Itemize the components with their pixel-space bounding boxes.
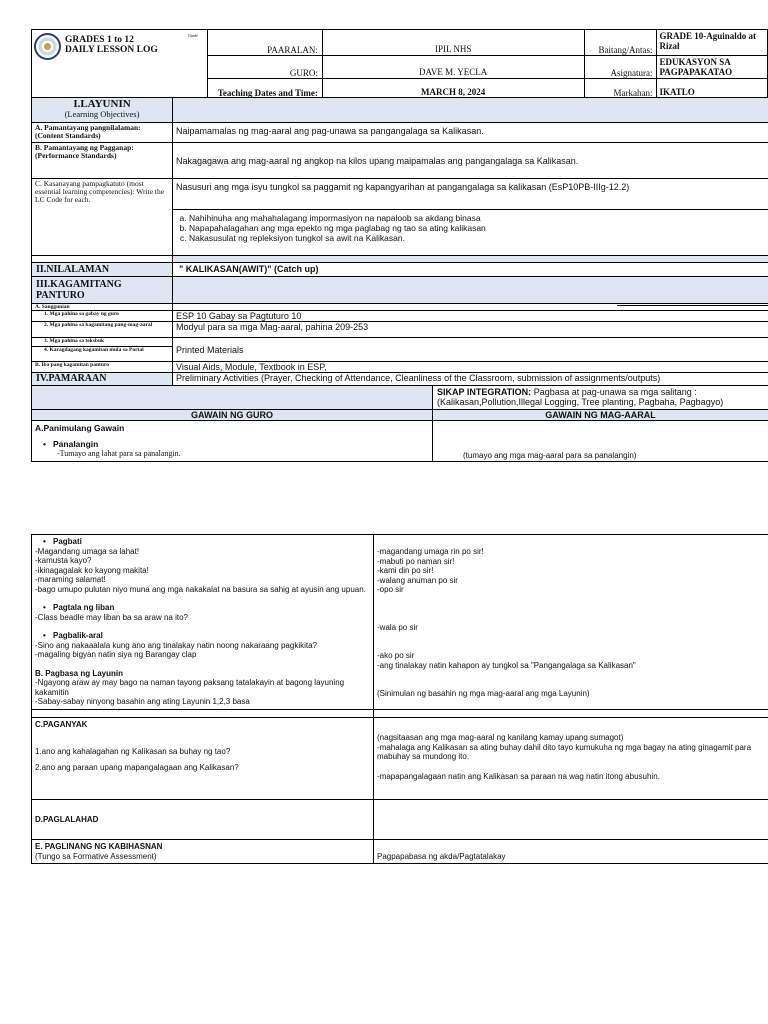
ref1-label: 1. Mga pahina sa gabay ng guro [32,311,173,322]
paganyak-mag-1: (nagsitaasan ang mga mag-aaral ng kanilang kamay upang sumagot) [377,733,624,742]
kagamitan-title: III.KAGAMITANG PANTURO [32,277,173,304]
pagtala-guro: -Class beadle may liban ba sa araw na ito? [35,612,188,622]
paganyak-mag-2: -mahalaga ang Kalikasan sa ating buhay dahil dito tayo kumukuha ng mga bagay na ating ginagamit para mabuhay sa mundong ito. [377,742,752,761]
paganyak-q2: 2.ano ang paraan upang mapangalagaan ang Kalikasan? [35,763,239,772]
sikap-blank [32,386,433,410]
procedure-table [31,534,768,864]
pagbasa-line: -Ngayong araw ay may bago na naman tayong paksang tatalakayin at bagong layuning kakamitin [35,678,345,697]
kagamitan-blank [173,277,768,304]
paglinang-sub: (Tungo sa Formative Assessment) [35,851,157,861]
panimula-title: A.Panimulang Gawain [35,423,125,433]
stray-rule [617,305,768,306]
paglinang-mag: Pagpapabasa ng akda/Pagtatalakay [374,840,768,864]
performance-standards-label: B. Pamantayang ng Pagganap: (Performance Standards) [32,143,173,179]
pagbalik-mag-line: -ang tinalakay natin kahapon ay tungkol sa "Pangangalaga sa Kalikasan" [377,660,636,670]
pagbati-line: -maraming salamat! [35,575,106,584]
pagbati-mag-line: -mabuti po naman sir! [377,556,455,566]
content-standards-text: Naipamamalas ng mag-aaral ang pag-unawa sa pangangalaga sa Kalikasan. [173,123,768,143]
spacer-cell [374,710,768,718]
pagbalik-line: -magaling bigyan natin siya ng Barangay clap [35,650,197,659]
pagbati-guro-cell [32,535,374,710]
pamaraan-text: Preliminary Activities (Prayer, Checking of Attendance, Cleanliness of the Classroom, submission of assignments/outputs) [173,373,768,386]
pagbasa-line: -Sabay-sabay ninyong basahin ang ating Layunin 1,2,3 basa [35,697,250,706]
logo-block [32,30,208,99]
paglalahad-mag [374,800,768,840]
competencies-list-cell [173,210,768,256]
performance-standards-text: Nakagagawa ang mag-aaral ng angkop na kilos upang maipamalas ang pangangalaga sa Kalikasan. [173,143,768,179]
nilalaman-title: II.NILALAMAN [32,263,173,277]
lesson-table [31,97,768,462]
dates-label: Teaching Dates and Time: [208,79,323,99]
subject-label: Asignatura: [584,56,657,79]
nilalaman-text: " KALIKASAN(AWIT)" (Catch up) [173,263,768,277]
ref3-label: 3. Mga pahina sa teksbuk [32,338,173,347]
grade-mark: Grade [188,33,198,38]
pagbati-line: -ikinagagalak ko kayong makita! [35,565,149,575]
paganyak-title: C.PAGANYAK [35,720,88,729]
pagbati-line: -bago umupo pulutan niyo muna ang mga nakakalat na basura sa sahig at ayusin ang upuan. [35,584,366,594]
grade-value: GRADE 10-Aguinaldo at Rizal [657,30,768,56]
panalangin-guro: -Tumayo ang lahat para sa panalangin. [57,449,181,458]
spacer-cell [32,710,374,718]
competencies-list [173,210,768,246]
pagbalik-mag-line: -ako po sir [377,651,415,660]
competencies-text: Nasusuri ang mga isyu tungkol sa paggamit ng kapangyarihan at pangangalaga sa kalikasan (EsP10PB-IIIg-12.2) [173,179,768,210]
competency-item: b. Napapahalagahan ang mga epekto ng mga paglabag ng tao sa ating kalikasan [189,223,765,233]
pagbati-mag-line: -magandang umaga rin po sir! [377,547,484,556]
pagtala-mag: -wala po sir [377,622,418,632]
ref1-value: ESP 10 Gabay sa Pagtuturo 10 [173,311,768,322]
sanggunian-label: A. Sanggunian [32,304,173,311]
ref2-value: Modyul para sa mga Mag-aaral, pahina 209-253 [173,322,768,338]
quarter-label: Markahan: [584,79,657,99]
pagbati-line: -kamusta kayo? [35,556,92,565]
quarter-value: IKATLO [657,79,768,99]
grade-label: Baitang/Antas: [584,30,657,56]
pagbati-mag-cell [374,535,768,710]
panimula-cell [32,421,433,462]
header-table [31,29,768,99]
teacher-value: DAVE M. YECLA [322,56,584,79]
pagbati-title: • Pagbati [35,537,370,547]
pagbasa-title: B. Pagbasa ng Layunin [35,668,124,678]
subject-value: EDUKASYON SA PAGPAPAKATAO [657,56,768,79]
school-value: IPIL NHS [322,30,584,56]
dates-value: MARCH 8, 2024 [322,79,584,99]
ref4-label: 4. Karagdagang kagamitan mula sa Portal [32,347,173,362]
sikap-label: SIKAP INTEGRATION: [437,387,532,397]
panalangin-mag: (tumayo ang mga mag-aaral para sa panalangin) [433,421,768,462]
pamaraan-title: IV.PAMARAAN [32,373,173,386]
spacer-right [173,256,768,263]
competencies-label: C. Kasanayang pampagkatuto (most essential learning competencies): Write the LC Code for each. [32,179,173,256]
pagbati-line: -Magandang umaga sa lahat! [35,546,140,556]
paglalahad-title: D.PAGLALAHAD [32,800,374,840]
competency-item: a. Nahihinuha ang mahahalagang impormasiyon na napaloob sa akdang binasa [189,213,765,223]
deped-seal-icon [34,33,61,60]
panalangin-title: • Panalangin [35,439,429,449]
paganyak-mag-3: -mapapangalagaan natin ang Kalikasan sa paraan na wag natin itong abusuhin. [377,771,660,781]
layunin-sub: (Learning Objectives) [64,109,140,119]
pagbati-mag-line: -walang anuman po sir [377,575,458,585]
layunin-title: I.LAYUNIN [73,98,131,110]
col-mag-header: GAWAIN NG MAG-AARAL [433,410,768,421]
layunin-header [32,98,173,123]
pagbalik-title: • Pagbalik-aral [35,631,370,641]
spacer-left [32,256,173,263]
content-standards-label: A. Pamantayang pangnilalaman: (Content Standards) [32,123,173,143]
ref2-label: 2. Mga pahina sa kagamitang pang-mag-aaral [32,322,173,338]
paganyak-q1: 1.ano ang kahalagahan ng Kalikasan sa buhay ng tao? [35,746,231,756]
pagbasa-mag: (Sinimulan ng basahin ng mga mag-aaral ang mga Layunin) [377,689,590,698]
refB-value: Visual Aids, Module, Textbook in ESP, [173,362,768,373]
school-label: PAARALAN: [208,30,323,56]
pagbati-mag-line: -kami din po sir! [377,566,434,575]
ref34-value: Printed Materials [173,338,768,362]
teacher-label: GURO: [208,56,323,79]
layunin-blank [173,98,768,123]
pagbati-mag-line: -opo sir [377,585,404,594]
col-guro-header: GAWAIN NG GURO [32,410,433,421]
sikap-text: Pagbasa at pag-unawa sa mga salitang : (Kalikasan,Pollution,Illegal Logging, Tree planting, Pagbaha, Pagbagyo) [437,387,724,407]
paglinang-cell [32,840,374,864]
competency-item: c. Nakasusulat ng repleksiyon tungkol sa awit na Kalikasan. [189,233,765,243]
paglinang-title: E. PAGLINANG NG KABIHASNAN [35,842,163,851]
paganyak-mag-cell [374,718,768,800]
logo-line-2: DAILY LESSON LOG [65,45,158,55]
paganyak-guro-cell [32,718,374,800]
sikap-cell [433,386,768,410]
logo-line-1: GRADES 1 to 12 [65,35,134,45]
refB-label: B. Iba pang kagamitan panturo [32,362,173,373]
pagbalik-line: -Sino ang nakaaalala kung ano ang tinalakay natin noong nakaraang pagkikita? [35,640,317,650]
pagtala-title: • Pagtala ng liban [35,603,370,613]
